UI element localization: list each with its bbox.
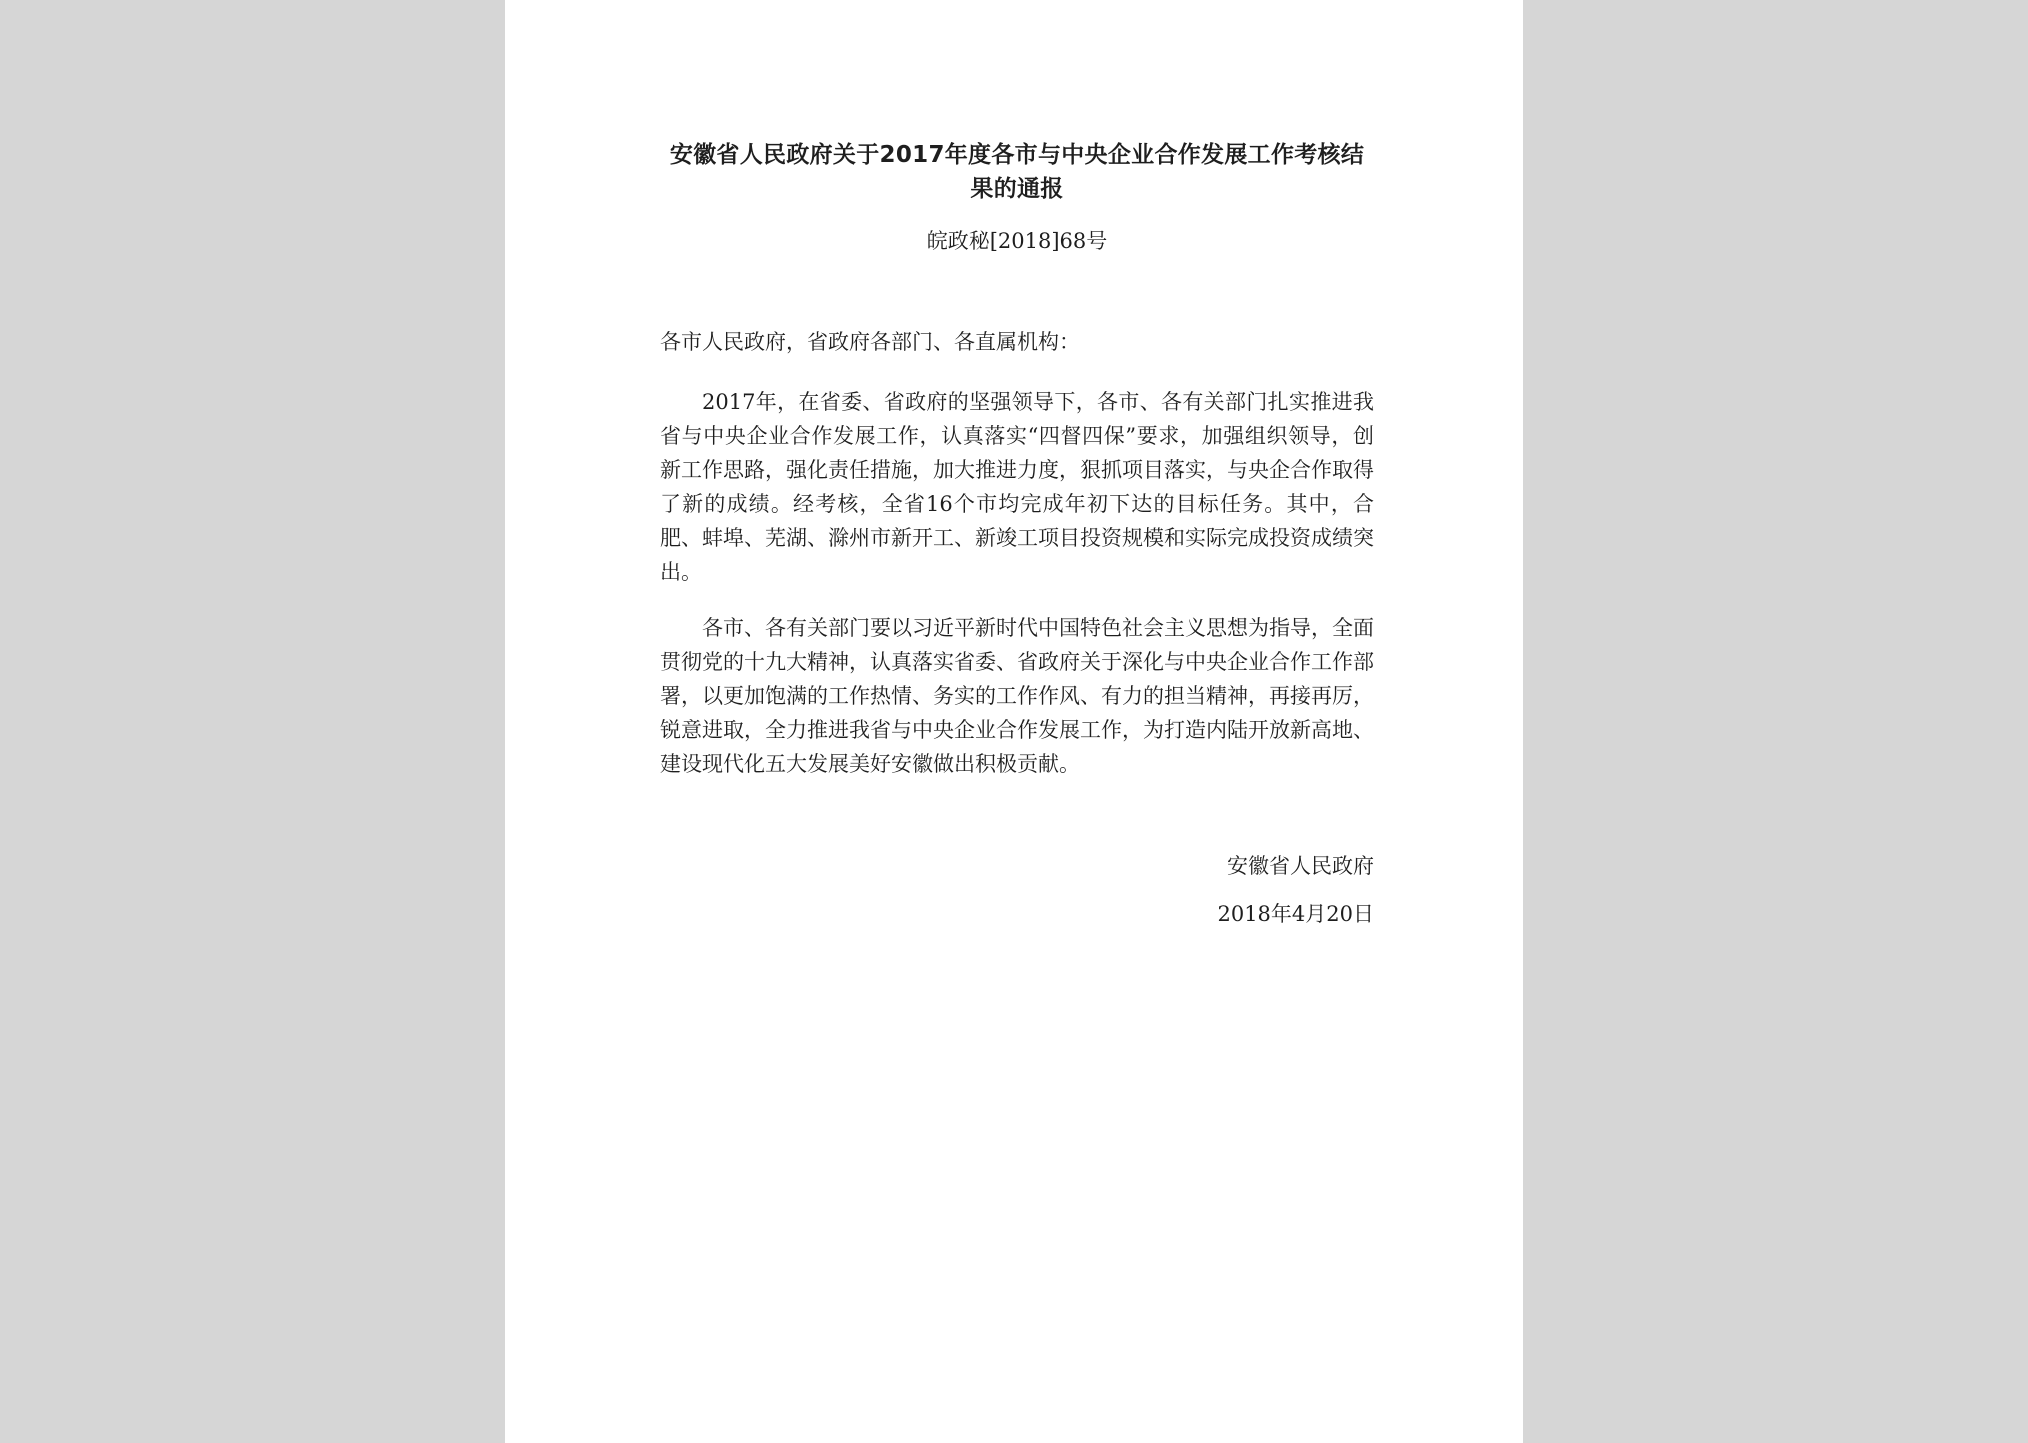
document-number: 皖政秘[2018]68号	[926, 229, 1108, 253]
salutation: 各市人民政府，省政府各部门、各直属机构：	[660, 330, 1080, 354]
document-content	[660, 138, 1374, 929]
issue-date: 2018年4月20日	[1217, 902, 1374, 926]
document-page	[505, 0, 1523, 1443]
document-title: 安徽省人民政府关于2017年度各市与中央企业合作发展工作考核结果的通报	[669, 142, 1365, 202]
body-paragraph-2: 各市、各有关部门要以习近平新时代中国特色社会主义思想为指导，全面贯彻党的十九大精神，认真落实省委、省政府关于深化与中央企业合作工作部署，以更加饱满的工作热情、务实的工作作风、有力的担当精神，再接再厉，锐意进取，全力推进我省与中央企业合作发展工作，为打造内陆开放新高地、建设现代化五大发展美好安徽做出积极贡献。	[660, 616, 1374, 776]
body-paragraph-1: 2017年，在省委、省政府的坚强领导下，各市、各有关部门扎实推进我省与中央企业合作发展工作，认真落实“四督四保”要求，加强组织领导，创新工作思路，强化责任措施，加大推进力度，狠抓项目落实，与央企合作取得了新的成绩。经考核，全省16个市均完成年初下达的目标任务。其中，合肥、蚌埠、芜湖、滁州市新开工、新竣工项目投资规模和实际完成投资成绩突出。	[660, 390, 1374, 584]
signature: 安徽省人民政府	[1227, 854, 1374, 878]
